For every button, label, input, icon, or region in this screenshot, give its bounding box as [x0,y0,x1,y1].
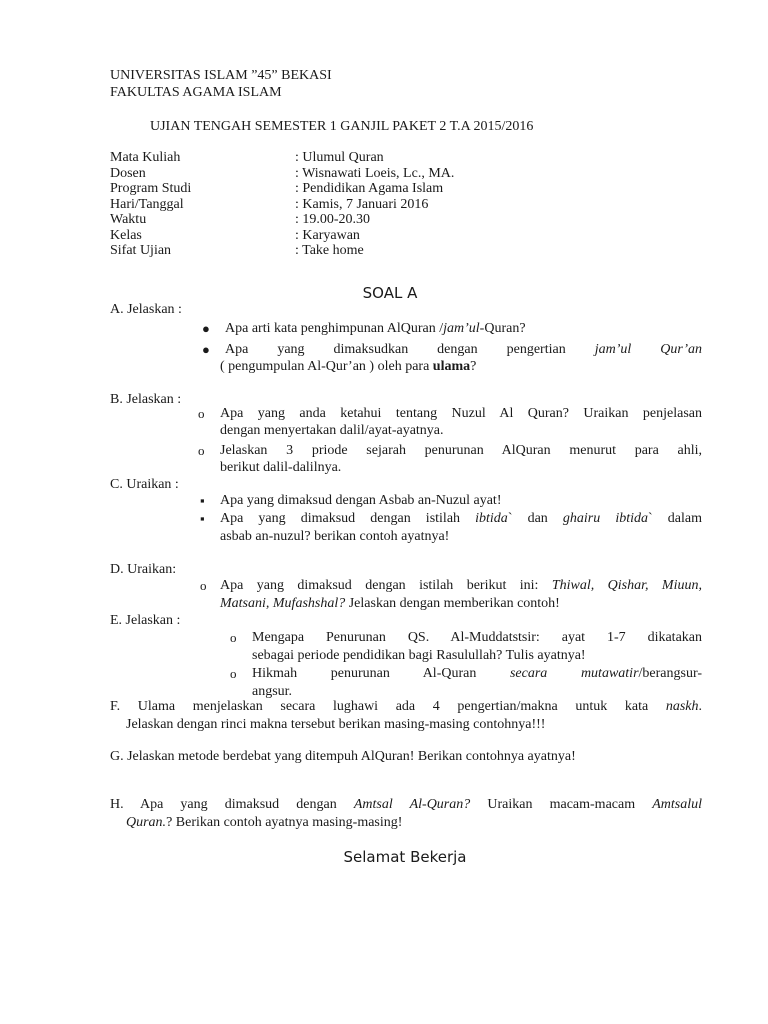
info-value: : Karyawan [295,228,360,243]
question-line [252,630,702,646]
italic-term: naskh [665,699,699,714]
bullet-icon: ▪ [200,493,205,508]
info-value: : Take home [295,243,364,258]
question-line [220,359,476,375]
text-segment: F. Ulama menjelaskan secara lughawi ada 4 pengertian/makna untuk kata [110,699,666,714]
question-line [220,423,444,439]
bullet-icon: ● [202,321,210,336]
question-line [252,666,702,682]
italic-term: jam’ul [443,321,480,336]
bullet-icon: o [198,406,205,421]
text-segment: ` dalam [648,511,702,526]
info-label: Program Studi [110,181,192,196]
text-segment: angsur. [252,684,293,699]
question-line [225,342,702,358]
text-segment: ` dan [507,511,563,526]
text-segment: /berangsur- [638,666,702,681]
text-segment: Jelaskan 3 priode sejarah penurunan AlQuran menurut para ahli, [220,443,702,458]
info-label: Kelas [110,228,142,243]
text-segment: C. Uraikan : [110,477,179,492]
question-line [110,797,702,813]
info-label: Mata Kuliah [110,150,181,165]
info-label: Sifat Ujian [110,243,172,258]
info-value: : Ulumul Quran [295,150,384,165]
info-label: Dosen [110,166,146,181]
bold-term: ulama [432,359,471,374]
text-segment: Uraikan macam-macam [470,797,653,812]
faculty-name: FAKULTAS AGAMA ISLAM [110,85,282,100]
italic-term: Matsani, Mufashshal? [220,596,346,611]
question-line [110,302,182,318]
text-segment: B. Jelaskan : [110,392,182,407]
exam-title: UJIAN TENGAH SEMESTER 1 GANJIL PAKET 2 T.A 2015/2016 [150,119,534,134]
text-segment: ? Berikan contoh ayatnya masing-masing! [166,815,403,830]
text-segment: Apa arti kata penghimpunan AlQuran / [225,321,444,336]
question-line [220,443,702,459]
question-line [110,699,702,715]
italic-term: Amtsal Al-Quran? [353,797,471,812]
text-segment: ( pengumpulan Al-Qur’an ) oleh para [220,359,433,374]
question-line [110,392,181,408]
text-segment: sebagai periode pendidikan bagi Rasulullah? Tulis ayatnya! [252,648,586,663]
text-segment: berikut dalil-dalilnya. [220,460,342,475]
info-label: Waktu [110,212,147,227]
italic-term: Amtsalul [652,797,702,812]
question-line [220,596,560,612]
info-value: : 19.00-20.30 [295,212,371,227]
info-value: : Wisnawati Loeis, Lc., MA. [295,166,455,181]
question-line [110,477,179,493]
question-line [220,493,501,509]
italic-term: jam’ul Qur’an [594,342,702,357]
text-segment: Apa yang dimaksud dengan istilah berikut ini: [220,578,552,593]
university-name: UNIVERSITAS ISLAM ”45” BEKASI [110,68,332,83]
question-line [220,578,702,594]
bullet-icon: o [230,666,237,681]
text-segment: . [698,699,702,714]
section-title: SOAL A [362,284,418,302]
text-segment: D. Uraikan: [110,562,177,577]
bullet-icon: o [230,630,237,645]
text-segment: E. Jelaskan : [110,613,181,628]
question-line [252,684,292,700]
italic-term: Thiwal, Qishar, Miuun, [551,578,702,593]
question-line [110,749,576,765]
question-line [126,815,402,831]
info-label: Hari/Tanggal [110,197,184,212]
italic-term: Quran. [126,815,167,830]
closing-text: Selamat Bekerja [343,848,467,866]
text-segment: Apa yang dimaksud dengan Asbab an-Nuzul ayat! [220,493,502,508]
question-line [110,613,180,629]
question-line [252,648,586,664]
text-segment: Jelaskan dengan memberikan contoh! [345,596,560,611]
text-segment: Jelaskan dengan rinci makna tersebut berikan masing-masing contohnya!!! [126,717,546,732]
italic-term: secara mutawatir [509,666,639,681]
info-value: : Pendidikan Agama Islam [295,181,444,196]
text-segment: ? [470,359,477,374]
question-line [220,529,449,545]
bullet-icon: ▪ [200,511,205,526]
question-line [220,511,702,527]
text-segment: Apa yang anda ketahui tentang Nuzul Al Quran? Uraikan penjelasan [220,406,702,421]
text-segment: Apa yang dimaksudkan dengan pengertian [225,342,595,357]
bullet-icon: o [200,578,207,593]
question-line [126,717,545,733]
question-line [225,321,526,337]
text-segment: H. Apa yang dimaksud dengan [110,797,354,812]
text-segment: Mengapa Penurunan QS. Al-Muddatstsir: ayat 1-7 dikatakan [252,630,702,645]
text-segment: A. Jelaskan : [110,302,182,317]
question-line [220,406,702,422]
text-segment: -Quran? [479,321,526,336]
text-segment: G. Jelaskan metode berdebat yang ditempuh AlQuran! Berikan contohnya ayatnya! [110,749,576,764]
text-segment: Hikmah penurunan Al-Quran [252,666,510,681]
bullet-icon: ● [202,342,210,357]
bullet-icon: o [198,443,205,458]
text-segment: Apa yang dimaksud dengan istilah [220,511,476,526]
question-line [220,460,341,476]
italic-term: ibtida [475,511,508,526]
question-line [110,562,176,578]
italic-term: ghairu ibtida [562,511,648,526]
text-segment: dengan menyertakan dalil/ayat-ayatnya. [220,423,444,438]
text-segment: asbab an-nuzul? berikan contoh ayatnya! [220,529,450,544]
info-value: : Kamis, 7 Januari 2016 [295,197,429,212]
